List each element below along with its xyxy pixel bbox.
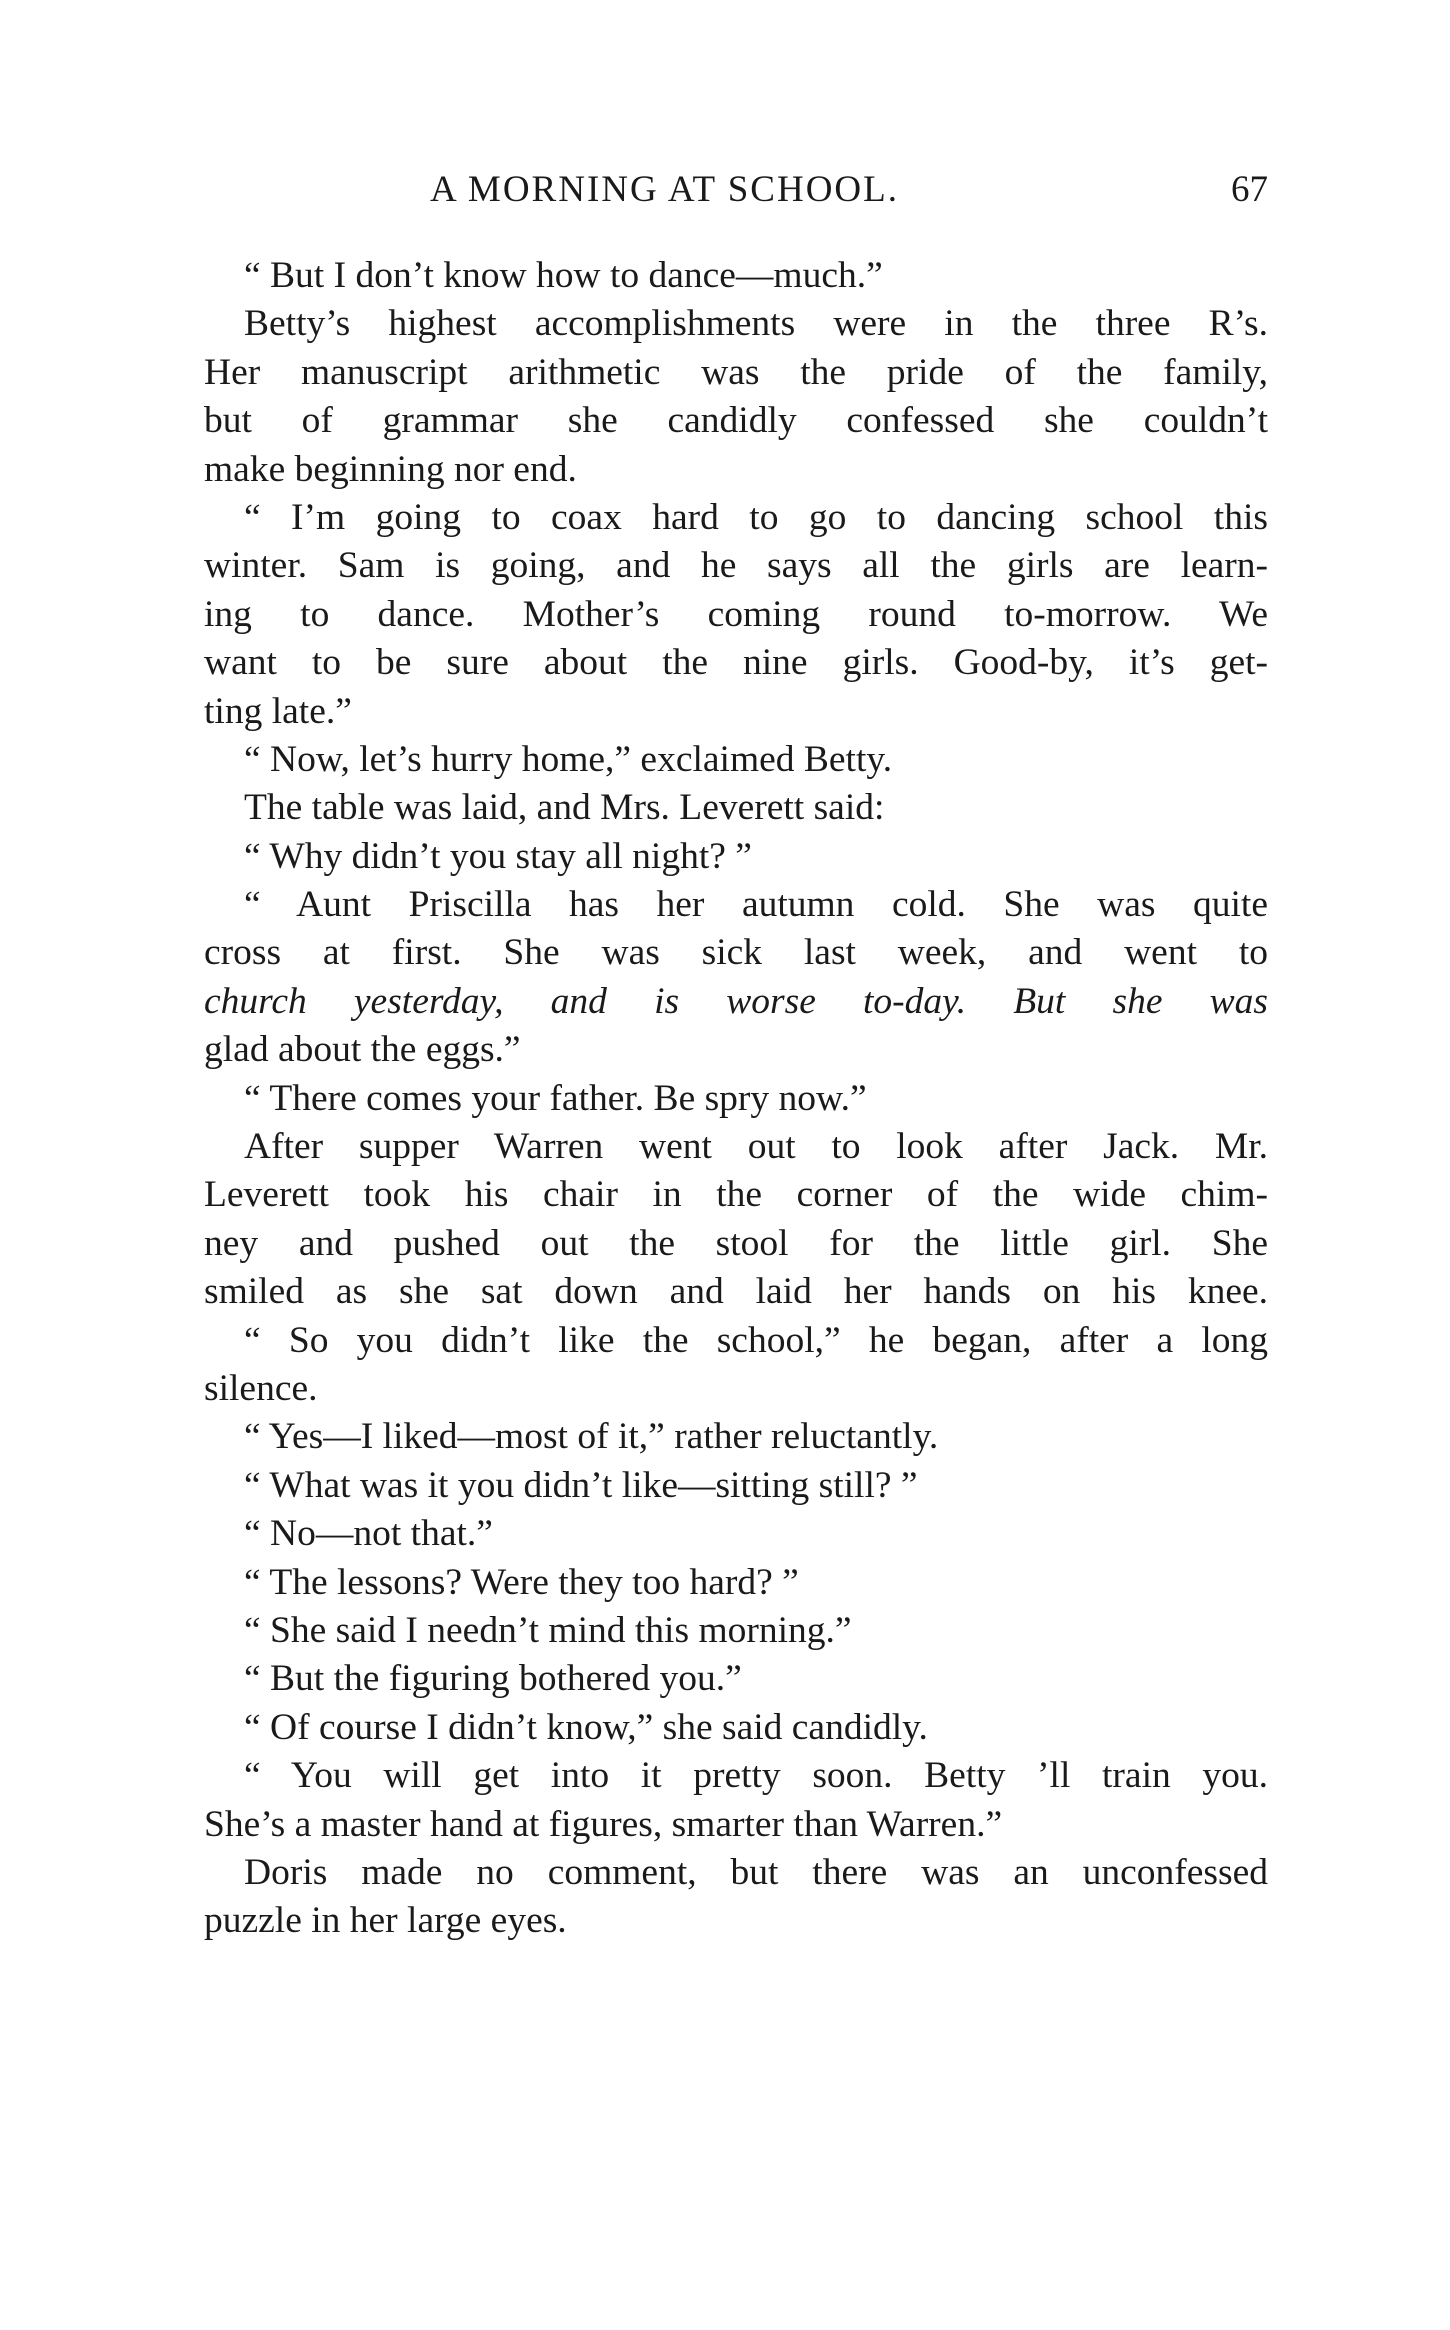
text-line: “ Of course I didn’t know,” she said candidly.: [244, 1706, 928, 1748]
text-line: “ She said I needn’t mind this morning.”: [244, 1609, 852, 1651]
text-line: cross at first. She was sick last week, and went to: [204, 932, 1268, 974]
text-line: winter. Sam is going, and he says all the girls are learn-: [204, 545, 1268, 587]
text-line: church yesterday, and is worse to-day. But she was: [204, 980, 1268, 1022]
text-line: Her manuscript arithmetic was the pride of the family,: [204, 351, 1268, 393]
text-line: “ The lessons? Were they too hard? ”: [244, 1561, 799, 1603]
body-text: [204, 252, 1268, 1946]
text-line: “ So you didn’t like the school,” he began, after a long: [244, 1319, 1268, 1361]
text-line: want to be sure about the nine girls. Good-by, it’s get-: [204, 642, 1268, 684]
text-line: puzzle in her large eyes.: [204, 1900, 567, 1942]
text-line: After supper Warren went out to look after Jack. Mr.: [244, 1126, 1268, 1168]
text-line: make beginning nor end.: [204, 448, 577, 490]
text-line: “ Aunt Priscilla has her autumn cold. She was quite: [244, 884, 1268, 926]
text-line: “ I’m going to coax hard to go to dancing school this: [244, 496, 1268, 538]
text-line: “ Yes—I liked—most of it,” rather reluctantly.: [244, 1416, 939, 1458]
text-line: ney and pushed out the stool for the little girl. She: [204, 1222, 1268, 1264]
text-line: “ What was it you didn’t like—sitting still? ”: [244, 1464, 918, 1506]
text-line: “ Why didn’t you stay all night? ”: [244, 835, 752, 877]
running-title: A MORNING AT SCHOOL.: [430, 169, 899, 210]
text-line: glad about the eggs.”: [204, 1029, 521, 1071]
page-number: 67: [1231, 169, 1268, 210]
text-line: silence.: [204, 1367, 318, 1409]
text-line: ing to dance. Mother’s coming round to-morrow. We: [204, 593, 1268, 635]
text-line: smiled as she sat down and laid her hands on his knee.: [204, 1271, 1268, 1313]
text-line: “ But I don’t know how to dance—much.”: [244, 255, 883, 296]
text-line: “ Now, let’s hurry home,” exclaimed Betty.: [244, 738, 893, 780]
text-line: Betty’s highest accomplishments were in the three R’s.: [244, 303, 1268, 345]
running-head: [200, 168, 1268, 228]
text-line: Doris made no comment, but there was an unconfessed: [244, 1851, 1268, 1893]
text-line: ting late.”: [204, 690, 352, 732]
text-line: but of grammar she candidly confessed she couldn’t: [204, 400, 1268, 442]
text-line: “ There comes your father. Be spry now.”: [244, 1077, 867, 1119]
text-line: “ But the figuring bothered you.”: [244, 1658, 742, 1700]
text-line: Leverett took his chair in the corner of the wide chim-: [204, 1174, 1268, 1216]
text-line: “ You will get into it pretty soon. Betty ’ll train you.: [244, 1755, 1268, 1797]
text-line: She’s a master hand at figures, smarter than Warren.”: [204, 1803, 1003, 1845]
text-line: “ No—not that.”: [244, 1513, 493, 1555]
text-line: The table was laid, and Mrs. Leverett said:: [244, 787, 885, 829]
